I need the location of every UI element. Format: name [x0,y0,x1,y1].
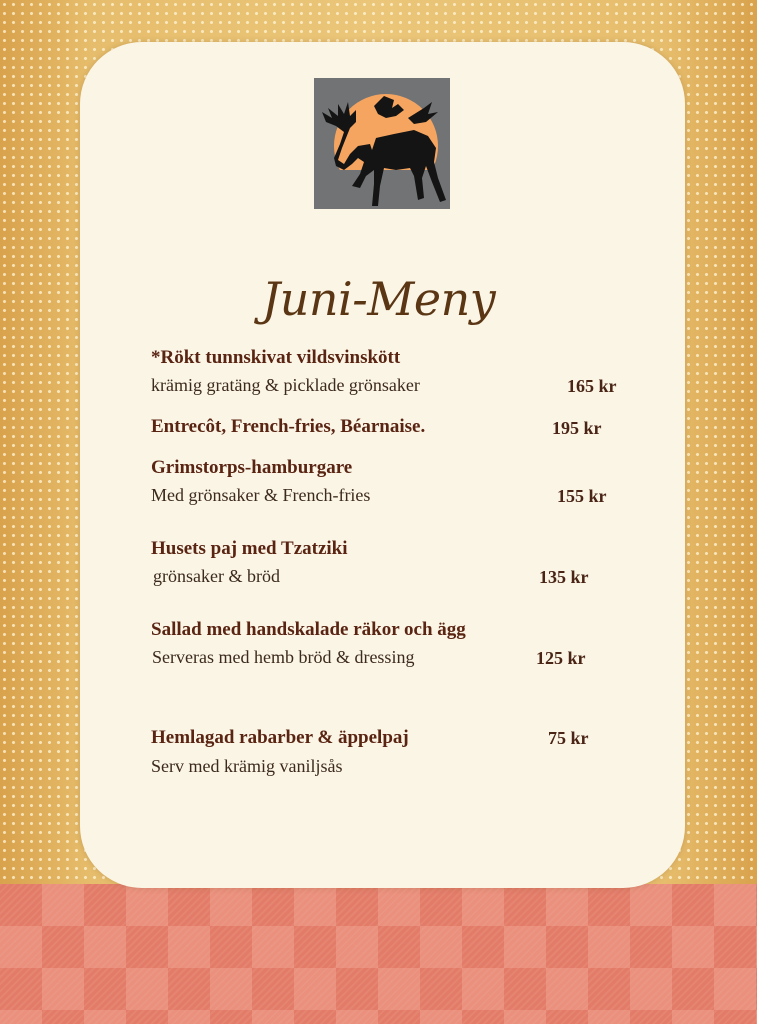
harlequin-tile-strip [0,884,757,1024]
item-desc-rabarberpaj: Serv med krämig vaniljsås [151,756,343,776]
item-desc-paj: grönsaker & bröd [153,566,280,586]
item-title-hamburgare: Grimstorps-hamburgare [151,457,353,478]
item-price-hamburgare: 155 kr [557,486,607,506]
item-desc-sallad: Serveras med hemb bröd & dressing [152,647,415,667]
item-title-rabarberpaj: Hemlagad rabarber & äppelpaj [151,727,409,748]
item-desc-vildsvin: krämig gratäng & picklade grönsaker [151,375,420,395]
item-desc-hamburgare: Med grönsaker & French-fries [151,485,371,505]
item-title-entrecot: Entrecôt, French-fries, Béarnaise. [151,416,426,437]
item-price-paj: 135 kr [539,567,589,587]
item-title-vildsvin: *Rökt tunnskivat vildsvinskött [151,347,401,368]
item-price-rabarberpaj: 75 kr [548,728,589,748]
item-price-entrecot: 195 kr [552,418,602,438]
item-price-sallad: 125 kr [536,648,586,668]
item-title-sallad: Sallad med handskalade räkor och ägg [151,619,466,640]
item-price-vildsvin: 165 kr [567,376,617,396]
item-title-paj: Husets paj med Tzatziki [151,538,348,559]
menu-title: Juni-Meny [261,272,496,326]
moose-logo-icon [314,78,450,209]
